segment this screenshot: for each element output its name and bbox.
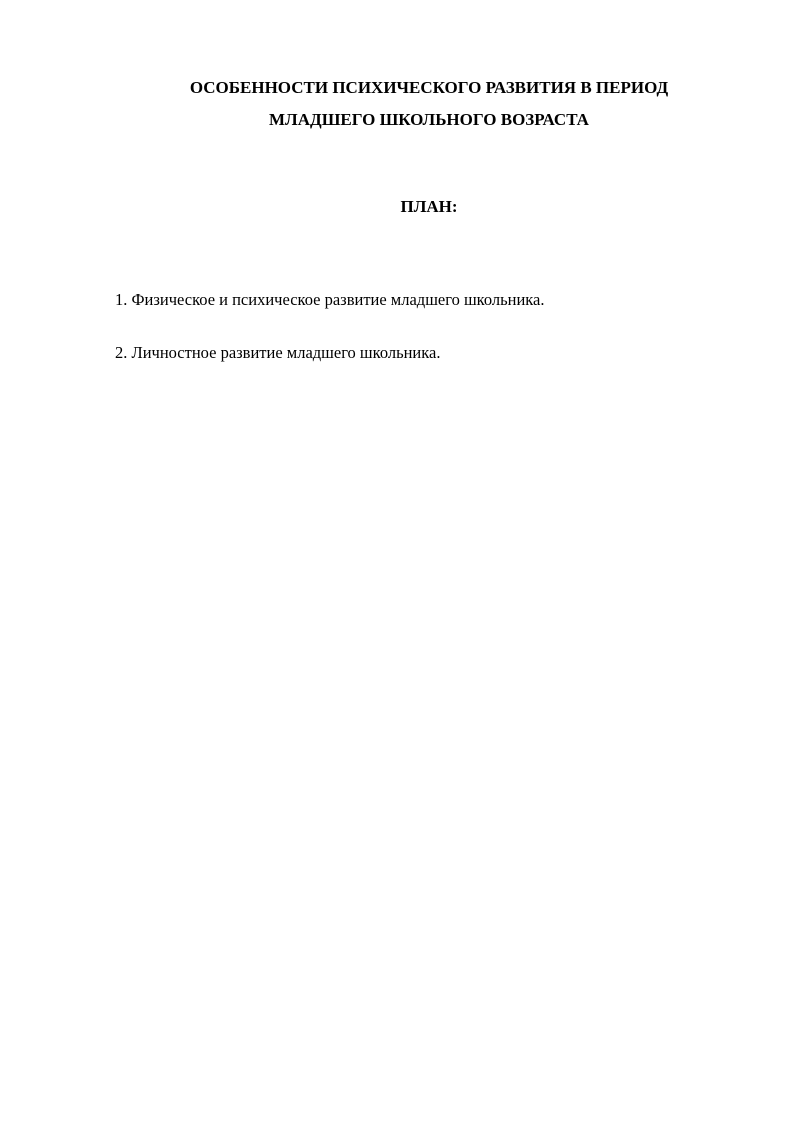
document-title-line-2: МЛАДШЕГО ШКОЛЬНОГО ВОЗРАСТА: [269, 110, 589, 129]
plan-item: 1. Физическое и психическое развитие младшего школьника.: [115, 290, 545, 309]
plan-item: 2. Личностное развитие младшего школьника.: [115, 343, 441, 362]
document-title-line-1: ОСОБЕННОСТИ ПСИХИЧЕСКОГО РАЗВИТИЯ В ПЕРИОД: [189, 78, 669, 97]
plan-heading: ПЛАН:: [400, 197, 458, 216]
plan-list: [115, 290, 715, 396]
